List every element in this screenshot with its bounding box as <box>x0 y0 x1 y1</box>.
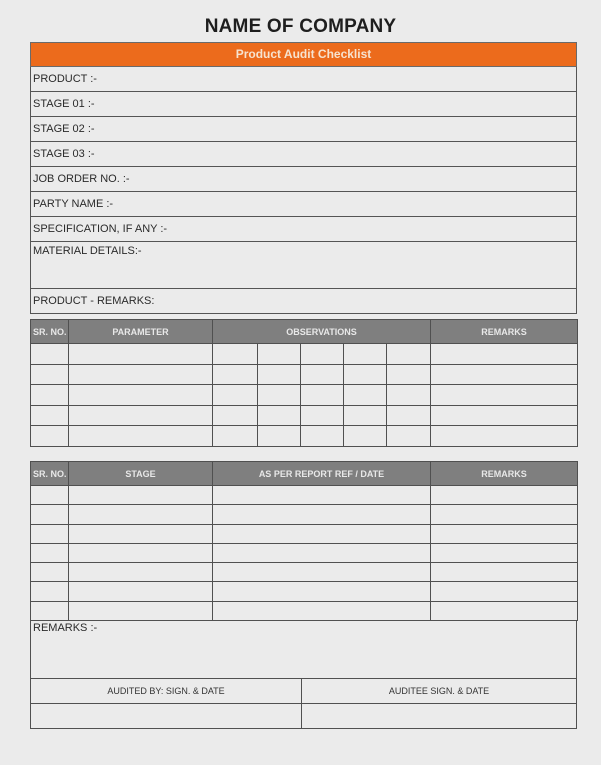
remarks-label: REMARKS :- <box>33 622 98 634</box>
table-row <box>31 563 578 582</box>
cell-sr-no[interactable] <box>31 563 69 582</box>
cell-sr-no[interactable] <box>31 344 69 365</box>
cell-stage[interactable] <box>69 486 213 505</box>
cell-observation[interactable] <box>344 344 387 365</box>
audited-by-label: AUDITED BY: SIGN. & DATE <box>31 679 302 703</box>
cell-observation[interactable] <box>258 364 301 385</box>
table-header-row <box>31 320 578 344</box>
cell-observation[interactable] <box>344 426 387 447</box>
form-title-banner: Product Audit Checklist <box>30 42 577 67</box>
header-report-ref: AS PER REPORT REF / DATE <box>213 462 431 486</box>
cell-observation[interactable] <box>213 364 258 385</box>
table-row <box>31 344 578 365</box>
cell-stage[interactable] <box>69 524 213 543</box>
cell-remarks[interactable] <box>431 582 578 601</box>
table-row <box>31 543 578 562</box>
header-sr-no: SR. NO. <box>31 462 69 486</box>
footer-section <box>30 620 577 729</box>
cell-report-ref[interactable] <box>213 543 431 562</box>
field-label: STAGE 01 :- <box>33 98 95 110</box>
remarks-field[interactable] <box>30 620 577 679</box>
table-row <box>31 601 578 620</box>
info-section <box>30 42 577 314</box>
company-name: NAME OF COMPANY <box>204 16 397 37</box>
field-material-details[interactable] <box>30 242 577 289</box>
table-row <box>31 426 578 447</box>
header-stage: STAGE <box>69 462 213 486</box>
cell-observation[interactable] <box>301 426 344 447</box>
stage-table <box>30 461 578 621</box>
cell-remarks[interactable] <box>431 601 578 620</box>
signature-header-row <box>30 679 577 704</box>
cell-observation[interactable] <box>344 405 387 426</box>
cell-sr-no[interactable] <box>31 543 69 562</box>
cell-sr-no[interactable] <box>31 505 69 524</box>
cell-remarks[interactable] <box>431 426 578 447</box>
parameter-table <box>30 319 578 447</box>
header-parameter: PARAMETER <box>69 320 213 344</box>
cell-parameter[interactable] <box>69 385 213 406</box>
cell-report-ref[interactable] <box>213 563 431 582</box>
field-stage-01[interactable] <box>30 92 577 117</box>
cell-stage[interactable] <box>69 582 213 601</box>
field-label: STAGE 02 :- <box>33 123 95 135</box>
cell-report-ref[interactable] <box>213 505 431 524</box>
table-row <box>31 524 578 543</box>
cell-parameter[interactable] <box>69 344 213 365</box>
table-row <box>31 385 578 406</box>
cell-observation[interactable] <box>258 405 301 426</box>
cell-observation[interactable] <box>258 385 301 406</box>
header-remarks: REMARKS <box>431 462 578 486</box>
cell-remarks[interactable] <box>431 543 578 562</box>
cell-sr-no[interactable] <box>31 364 69 385</box>
field-stage-02[interactable] <box>30 117 577 142</box>
cell-remarks[interactable] <box>431 505 578 524</box>
cell-observation[interactable] <box>301 405 344 426</box>
field-label: PARTY NAME :- <box>33 198 114 210</box>
field-party-name[interactable] <box>30 192 577 217</box>
cell-observation[interactable] <box>213 426 258 447</box>
cell-observation[interactable] <box>213 385 258 406</box>
header-observations: OBSERVATIONS <box>213 320 431 344</box>
cell-observation[interactable] <box>258 426 301 447</box>
cell-observation[interactable] <box>387 344 431 365</box>
field-label: PRODUCT :- <box>33 73 97 85</box>
field-label: SPECIFICATION, IF ANY :- <box>33 223 168 235</box>
cell-observation[interactable] <box>387 405 431 426</box>
signature-value-row <box>30 704 577 729</box>
table-row <box>31 405 578 426</box>
table-row <box>31 486 578 505</box>
field-stage-03[interactable] <box>30 142 577 167</box>
cell-sr-no[interactable] <box>31 524 69 543</box>
cell-sr-no[interactable] <box>31 601 69 620</box>
cell-report-ref[interactable] <box>213 601 431 620</box>
cell-sr-no[interactable] <box>31 426 69 447</box>
field-specification[interactable] <box>30 217 577 242</box>
field-product[interactable] <box>30 67 577 92</box>
header-remarks: REMARKS <box>431 320 578 344</box>
field-job-order-no[interactable] <box>30 167 577 192</box>
cell-sr-no[interactable] <box>31 405 69 426</box>
table-row <box>31 505 578 524</box>
auditee-label: AUDITEE SIGN. & DATE <box>388 686 490 696</box>
cell-report-ref[interactable] <box>213 524 431 543</box>
cell-report-ref[interactable] <box>213 582 431 601</box>
cell-parameter[interactable] <box>69 364 213 385</box>
cell-remarks[interactable] <box>431 486 578 505</box>
cell-remarks[interactable] <box>431 385 578 406</box>
cell-observation[interactable] <box>258 344 301 365</box>
table-row <box>31 582 578 601</box>
cell-stage[interactable] <box>69 543 213 562</box>
audited-by-signature-field[interactable] <box>31 704 302 728</box>
cell-stage[interactable] <box>69 505 213 524</box>
cell-observation[interactable] <box>301 364 344 385</box>
field-product-remarks[interactable] <box>30 289 577 314</box>
cell-observation[interactable] <box>387 426 431 447</box>
cell-observation[interactable] <box>301 344 344 365</box>
cell-stage[interactable] <box>69 601 213 620</box>
field-label: MATERIAL DETAILS:- <box>33 245 142 257</box>
cell-observation[interactable] <box>387 364 431 385</box>
cell-parameter[interactable] <box>69 405 213 426</box>
cell-stage[interactable] <box>69 563 213 582</box>
cell-remarks[interactable] <box>431 344 578 365</box>
cell-report-ref[interactable] <box>213 486 431 505</box>
cell-sr-no[interactable] <box>31 486 69 505</box>
cell-remarks[interactable] <box>431 524 578 543</box>
cell-observation[interactable] <box>213 405 258 426</box>
cell-remarks[interactable] <box>431 405 578 426</box>
cell-remarks[interactable] <box>431 563 578 582</box>
cell-observation[interactable] <box>344 364 387 385</box>
table-header-row <box>31 462 578 486</box>
field-label: PRODUCT - REMARKS: <box>33 295 155 307</box>
cell-sr-no[interactable] <box>31 582 69 601</box>
cell-sr-no[interactable] <box>31 385 69 406</box>
table-row <box>31 364 578 385</box>
cell-observation[interactable] <box>301 385 344 406</box>
cell-parameter[interactable] <box>69 426 213 447</box>
header-sr-no: SR. NO. <box>31 320 69 344</box>
cell-remarks[interactable] <box>431 364 578 385</box>
cell-observation[interactable] <box>344 385 387 406</box>
cell-observation[interactable] <box>213 344 258 365</box>
cell-observation[interactable] <box>387 385 431 406</box>
field-label: JOB ORDER NO. :- <box>33 173 130 185</box>
auditee-signature-field[interactable] <box>302 704 576 728</box>
field-label: STAGE 03 :- <box>33 148 95 160</box>
